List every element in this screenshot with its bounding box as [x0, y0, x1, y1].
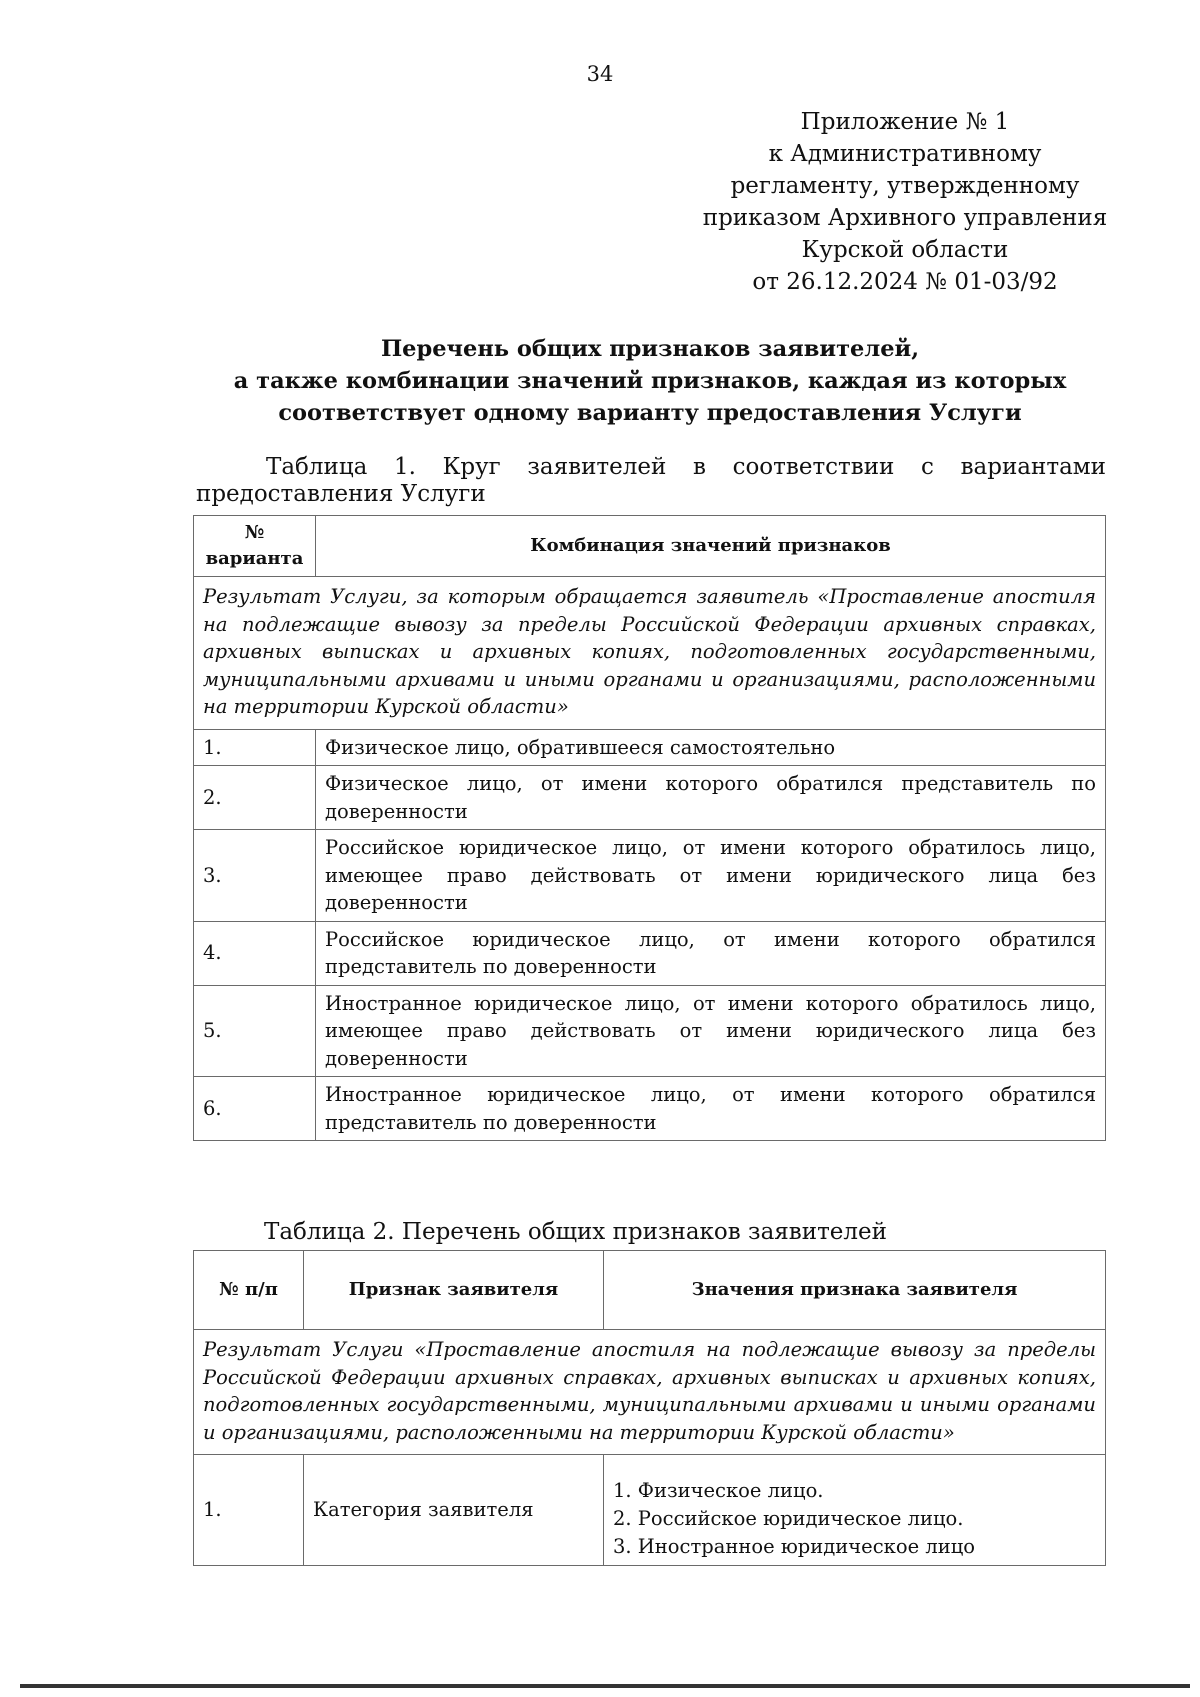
- table1-caption: Таблица 1. Круг заявителей в соответствии с вариантами предоставления Услуги: [196, 454, 1106, 507]
- appendix-line: регламенту, утвержденному: [730, 173, 1080, 199]
- page-number: 34: [586, 62, 614, 86]
- variant-number: 3.: [194, 830, 316, 922]
- header-combination: Комбинация значений признаков: [316, 516, 1106, 577]
- variant-number: 6.: [194, 1077, 316, 1141]
- result-text: Результат Услуги «Проставление апостиля на подлежащие вывозу за пределы Российской Федерации архивных справках, архивных выписках и архивных копиях, подготовленных государственными, муниципальными архивами и иными органами и организациями, расположенными на территории Курской области»: [194, 1330, 1106, 1455]
- variant-description: Иностранное юридическое лицо, от имени которого обратилось лицо, имеющее право действовать от имени юридического лица без доверенности: [316, 985, 1106, 1077]
- appendix-line: Курской области: [801, 237, 1009, 263]
- variant-number: 4.: [194, 921, 316, 985]
- feature-values: [604, 1455, 1106, 1566]
- result-row: [194, 1330, 1106, 1455]
- variant-number: 1.: [194, 729, 316, 766]
- document-title: [195, 333, 1105, 429]
- header-feature: Признак заявителя: [304, 1251, 604, 1330]
- header-variant-number: № варианта: [194, 516, 316, 577]
- table-row: [194, 830, 1106, 922]
- table-header-row: [194, 516, 1106, 577]
- table-row: [194, 729, 1106, 766]
- variant-description: Российское юридическое лицо, от имени которого обратилось лицо, имеющее право действовать от имени юридического лица без доверенности: [316, 830, 1106, 922]
- feature-name: Категория заявителя: [304, 1455, 604, 1566]
- appendix-line: Приложение № 1: [800, 109, 1010, 135]
- table-applicant-variants: [193, 515, 1106, 1141]
- appendix-line: приказом Архивного управления: [702, 205, 1108, 231]
- variant-description: Физическое лицо, от имени которого обратился представитель по доверенности: [316, 766, 1106, 830]
- variant-description: Российское юридическое лицо, от имени которого обратился представитель по доверенности: [316, 921, 1106, 985]
- feature-value: 3. Иностранное юридическое лицо: [613, 1535, 975, 1558]
- result-row: [194, 577, 1106, 730]
- variant-number: 5.: [194, 985, 316, 1077]
- variant-description: Физическое лицо, обратившееся самостоятельно: [316, 729, 1106, 766]
- table-row: [194, 1455, 1106, 1566]
- table-header-row: [194, 1251, 1106, 1330]
- table-row: [194, 766, 1106, 830]
- feature-value: 2. Российское юридическое лицо.: [613, 1507, 964, 1530]
- appendix-line: к Административному: [768, 141, 1042, 167]
- result-text: Результат Услуги, за которым обращается заявитель «Проставление апостиля на подлежащие вывозу за пределы Российской Федерации архивных справках, архивных выписках и архивных копиях, подготовленных государственными, муниципальными архивами и иными органами и организациями, расположенными на территории Курской области»: [194, 577, 1106, 730]
- appendix-block: [680, 106, 1130, 298]
- title-line: соответствует одному варианту предоставления Услуги: [278, 400, 1022, 426]
- title-line: Перечень общих признаков заявителей,: [380, 336, 920, 362]
- variant-number: 2.: [194, 766, 316, 830]
- row-number: 1.: [194, 1455, 304, 1566]
- variant-description: Иностранное юридическое лицо, от имени которого обратился представитель по доверенности: [316, 1077, 1106, 1141]
- table-row: [194, 1077, 1106, 1141]
- table-applicant-features: [193, 1250, 1106, 1566]
- table-row: [194, 985, 1106, 1077]
- appendix-line: от 26.12.2024 № 01-03/92: [752, 269, 1058, 295]
- table2-caption: Таблица 2. Перечень общих признаков заявителей: [264, 1219, 887, 1245]
- header-row-number: № п/п: [194, 1251, 304, 1330]
- title-line: а также комбинации значений признаков, каждая из которых: [233, 368, 1067, 394]
- feature-value: 1. Физическое лицо.: [613, 1479, 824, 1502]
- table-row: [194, 921, 1106, 985]
- header-feature-values: Значения признака заявителя: [604, 1251, 1106, 1330]
- page-bottom-edge: [20, 1684, 1190, 1688]
